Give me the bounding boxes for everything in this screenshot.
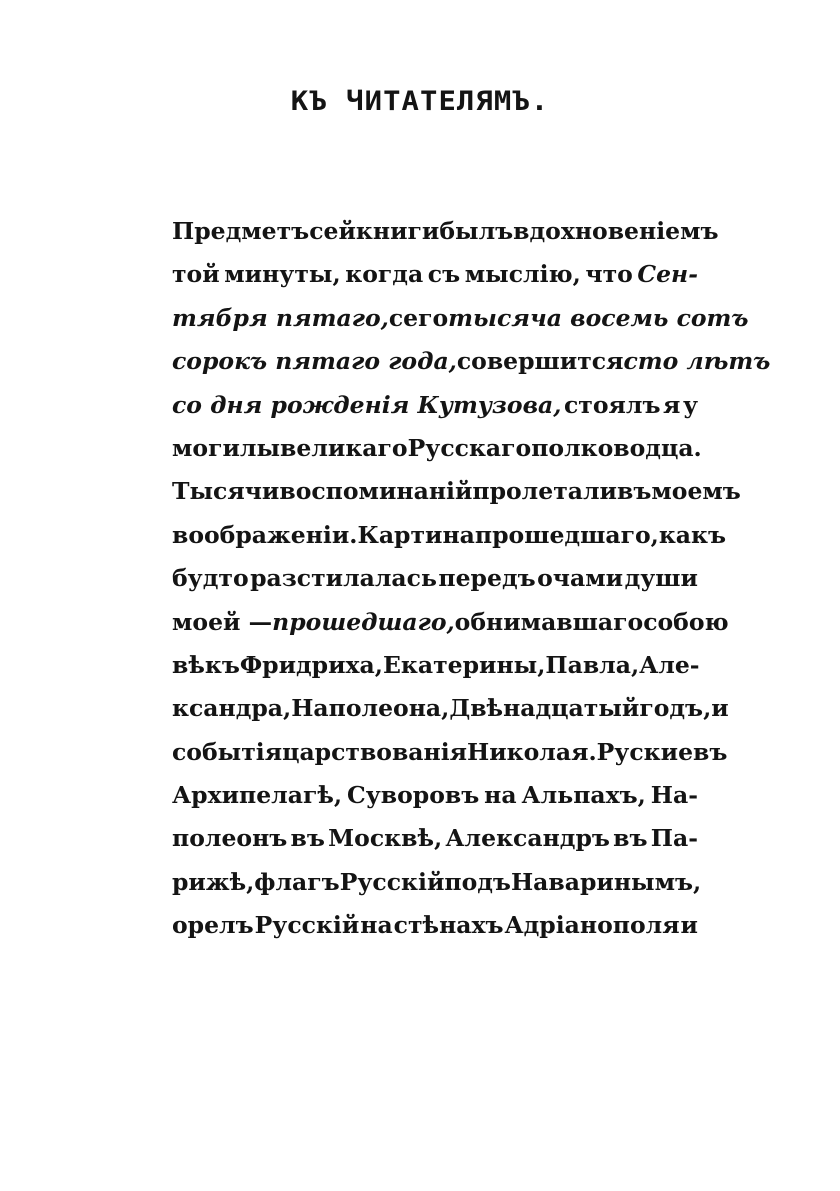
- text-segment: сей: [309, 217, 356, 245]
- text-segment: Предметъ: [172, 217, 310, 245]
- text-segment: Николая.: [467, 737, 597, 766]
- text-segment: былъ: [439, 217, 514, 245]
- text-segment: обнимавшаго: [454, 607, 644, 636]
- body-text: [172, 210, 771, 948]
- text-line: [172, 904, 698, 947]
- text-line: [172, 427, 702, 470]
- text-line: [172, 644, 698, 687]
- text-segment: сего: [388, 303, 449, 332]
- text-segment: разстилалась: [250, 564, 437, 593]
- text-line: [172, 514, 727, 557]
- text-segment: событія: [172, 737, 283, 766]
- text-line: [172, 253, 698, 296]
- text-segment: на: [360, 911, 393, 940]
- text-segment: мыслію,: [464, 260, 581, 289]
- text-segment: той: [172, 260, 220, 289]
- text-segment: орелъ: [172, 911, 254, 940]
- text-line: [172, 601, 729, 644]
- text-segment: Наваринымъ,: [510, 867, 702, 896]
- text-segment: Александръ: [445, 824, 610, 853]
- text-segment: великаго: [280, 433, 408, 462]
- page-heading: КЪ ЧИТАТЕЛЯМЪ.: [290, 86, 550, 117]
- text-segment: совершится: [456, 347, 624, 376]
- text-segment: Па-: [650, 824, 698, 853]
- text-segment: въ: [693, 737, 728, 766]
- text-segment: полеонъ: [172, 824, 288, 853]
- text-segment: стоялъ: [563, 390, 661, 419]
- text-segment: и: [711, 694, 729, 723]
- text-segment: что: [585, 260, 633, 289]
- text-line: [172, 861, 702, 904]
- text-line: [172, 774, 698, 817]
- text-segment: съ: [427, 260, 461, 289]
- text-segment: Русскій: [339, 867, 445, 896]
- text-segment: Екатерины,: [382, 650, 546, 679]
- text-segment: души: [624, 564, 698, 593]
- text-segment: могилы: [172, 433, 281, 462]
- text-segment: у: [682, 390, 698, 419]
- text-segment: и: [680, 911, 698, 940]
- text-segment: сорокъ пятаго года,: [172, 347, 457, 376]
- text-segment: будто: [172, 564, 249, 593]
- text-line: [172, 210, 719, 253]
- text-segment: воспоминаній: [279, 477, 473, 506]
- text-segment: моемъ: [651, 477, 741, 506]
- text-segment: Сен-: [637, 260, 698, 289]
- text-segment: пролетали: [472, 477, 617, 506]
- text-segment: на: [484, 781, 517, 810]
- text-segment: царствованія: [282, 737, 468, 766]
- text-segment: Але-: [639, 650, 700, 679]
- text-line: [172, 817, 698, 860]
- text-segment: книги: [355, 217, 440, 245]
- text-segment: Москвѣ,: [328, 824, 443, 853]
- text-segment: рижѣ,: [172, 867, 255, 896]
- text-segment: въ: [290, 824, 325, 853]
- text-segment: въ: [617, 477, 652, 506]
- text-segment: какъ: [658, 520, 727, 549]
- text-segment: флагъ: [254, 867, 340, 896]
- text-line: [172, 470, 741, 513]
- text-segment: Наполеона,: [291, 694, 450, 723]
- text-segment: На-: [650, 781, 698, 810]
- text-segment: тября пятаго,: [172, 303, 389, 332]
- text-segment: подъ: [444, 867, 511, 896]
- text-segment: Адріанополя: [504, 911, 680, 940]
- text-segment: Русскаго: [407, 433, 532, 462]
- text-segment: очами: [537, 564, 624, 593]
- text-segment: сто лѣтъ: [623, 347, 771, 376]
- text-segment: въ: [613, 824, 648, 853]
- text-segment: Двѣнадцатый: [449, 694, 640, 723]
- text-segment: Картина: [357, 520, 475, 549]
- text-segment: годъ,: [639, 694, 712, 723]
- text-segment: когда: [345, 260, 424, 289]
- text-segment: Павла,: [545, 650, 640, 679]
- text-line: [172, 384, 698, 427]
- text-segment: Альпахъ,: [521, 781, 646, 810]
- text-segment: моей —: [172, 607, 273, 636]
- text-line: [172, 557, 698, 600]
- text-segment: стѣнахъ: [393, 911, 504, 940]
- text-segment: Руские: [596, 737, 694, 766]
- text-line: [172, 731, 728, 774]
- text-segment: Фридриха,: [239, 650, 383, 679]
- text-segment: Архипелагѣ,: [172, 781, 343, 810]
- text-segment: вдохновеніемъ: [513, 217, 719, 245]
- text-segment: вѣкъ: [172, 650, 240, 679]
- text-segment: я: [663, 390, 681, 419]
- text-line: [172, 297, 749, 340]
- text-segment: ксандра,: [172, 694, 292, 723]
- text-segment: со дня рожденія Кутузова,: [172, 390, 562, 419]
- text-line: [172, 687, 729, 730]
- text-segment: передъ: [438, 564, 536, 593]
- text-segment: воображеніи.: [172, 520, 358, 549]
- text-segment: полководца.: [531, 433, 702, 462]
- text-segment: прошедшаго,: [474, 520, 659, 549]
- text-segment: тысяча восемь сотъ: [448, 303, 749, 332]
- text-line: [172, 340, 771, 383]
- text-segment: прошедшаго,: [272, 607, 455, 636]
- text-segment: минуты,: [224, 260, 341, 289]
- text-segment: Суворовъ: [347, 781, 480, 810]
- text-segment: Тысячи: [172, 477, 280, 506]
- text-segment: Русскій: [254, 911, 360, 940]
- text-segment: собою: [643, 607, 729, 636]
